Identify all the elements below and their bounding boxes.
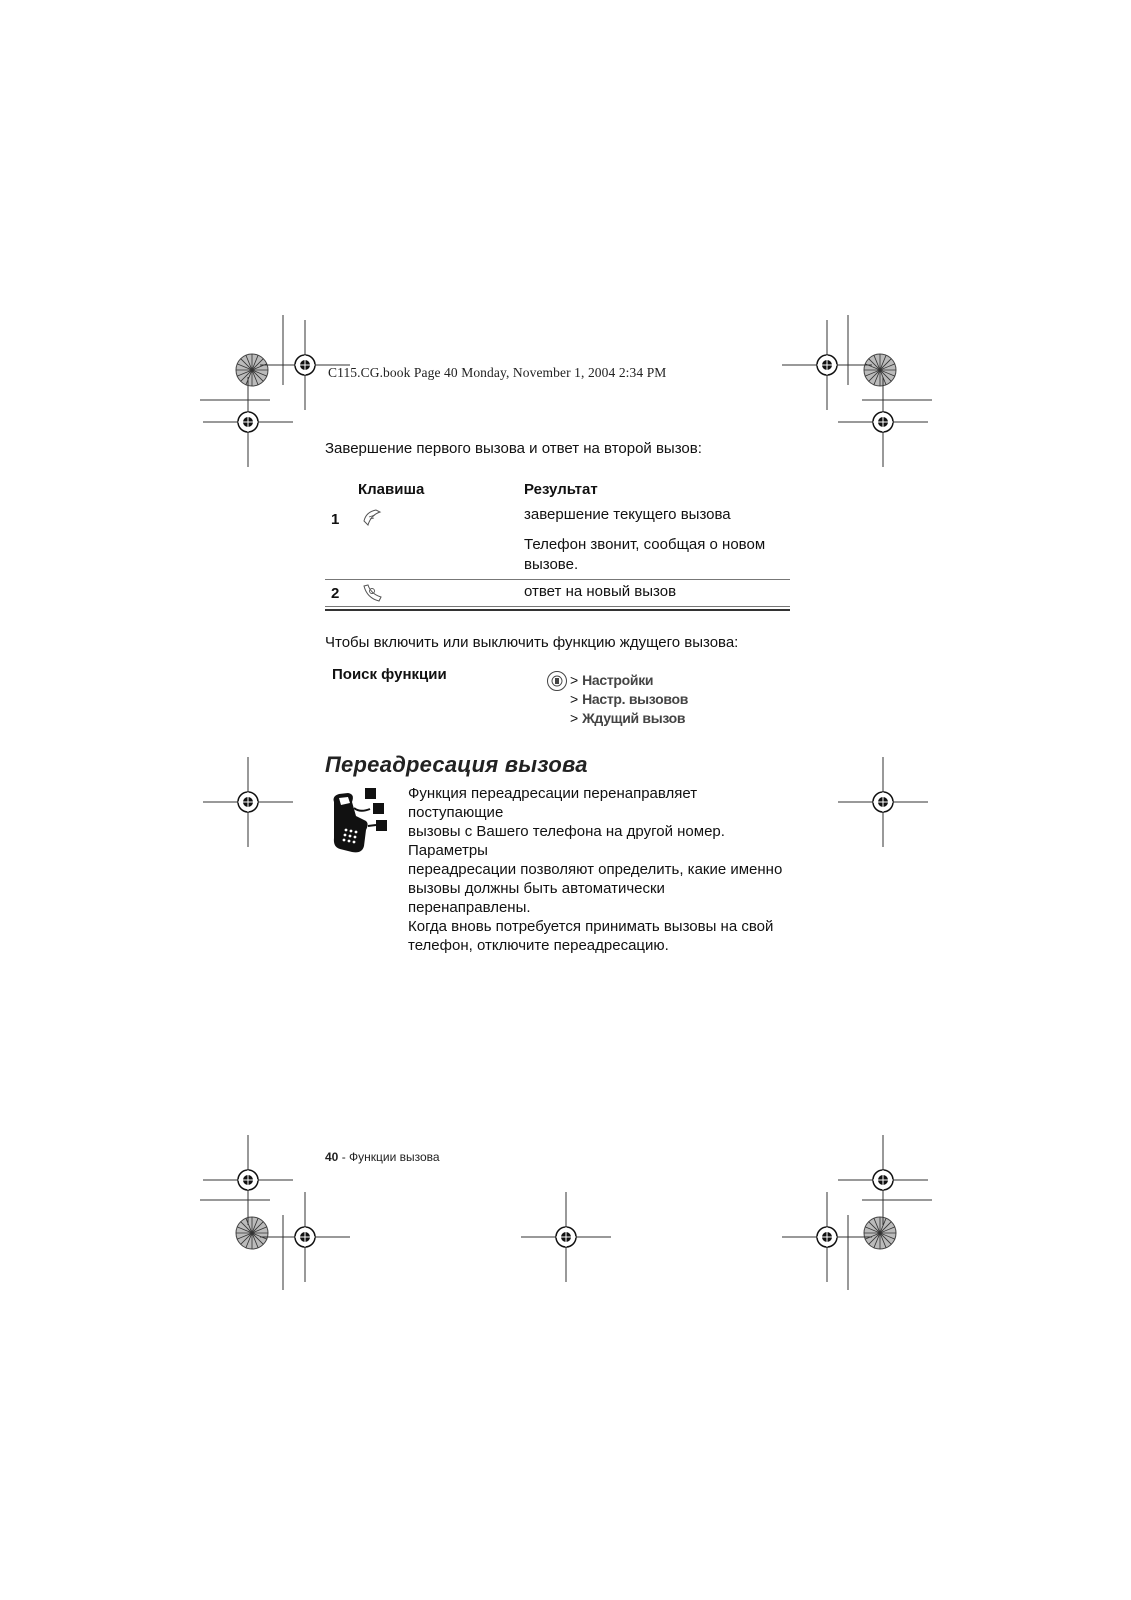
feature-search-label: Поиск функции bbox=[332, 666, 447, 683]
page-footer bbox=[325, 1150, 440, 1164]
paragraph-line: вызовы должны быть автоматически перенаправлены. bbox=[408, 880, 665, 916]
paragraph-line: вызовы с Вашего телефона на другой номер. Параметры bbox=[408, 823, 725, 859]
row-number: 2 bbox=[331, 585, 340, 602]
intro-text: Завершение первого вызова и ответ на второй вызов: bbox=[325, 440, 702, 457]
column-header-result: Результат bbox=[524, 481, 598, 498]
paragraph-line: Когда вновь потребуется принимать вызовы на свой bbox=[408, 918, 774, 935]
menu-path-item: > Ждущий вызов bbox=[570, 710, 686, 726]
intro-text-waiting-call: Чтобы включить или выключить функцию ждущего вызова: bbox=[325, 634, 739, 651]
menu-path-item: > Настр. вызовов bbox=[570, 691, 689, 707]
menu-key-icon bbox=[546, 670, 568, 692]
table-row-divider bbox=[325, 579, 790, 580]
paragraph-line: Функция переадресации перенаправляет поступающие bbox=[408, 785, 698, 821]
table-bottom-rule bbox=[325, 609, 790, 611]
result-text: ответ на новый вызов bbox=[524, 583, 677, 600]
paragraph-line: телефон, отключите переадресацию. bbox=[408, 937, 669, 954]
paragraph-line: переадресации позволяют определить, какие именно bbox=[408, 861, 783, 878]
call-forward-phone-icon bbox=[330, 786, 392, 856]
chapter-name: Функции вызова bbox=[349, 1150, 440, 1164]
result-text: завершение текущего вызова bbox=[524, 506, 731, 523]
column-header-key: Клавиша bbox=[358, 481, 425, 498]
footer-separator: - bbox=[338, 1150, 350, 1164]
menu-path-item: > Настройки bbox=[570, 672, 654, 688]
page-number: 40 bbox=[325, 1150, 339, 1164]
book-header-line: C115.CG.book Page 40 Monday, November 1, 2004 2:34 PM bbox=[328, 365, 667, 380]
result-text: Телефон звонит, сообщая о новом вызове. bbox=[524, 536, 766, 573]
table-bottom-rule bbox=[325, 606, 790, 607]
section-title: Переадресация вызова bbox=[325, 752, 588, 777]
row-number: 1 bbox=[331, 511, 340, 528]
section-paragraph bbox=[408, 784, 788, 955]
end-key-icon bbox=[361, 507, 383, 529]
send-key-icon bbox=[361, 582, 383, 604]
